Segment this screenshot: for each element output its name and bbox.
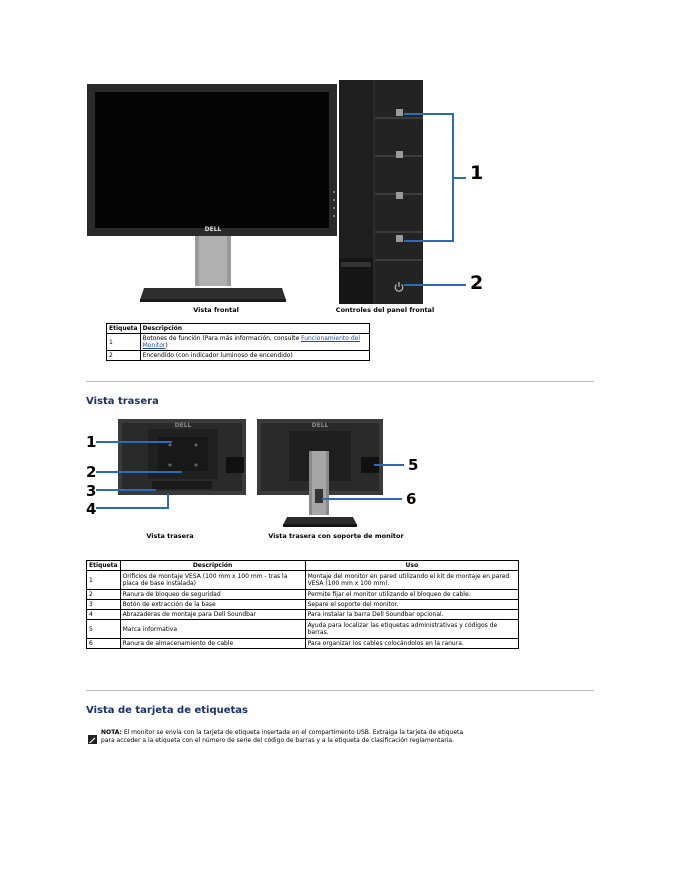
- front-controls-table: [106, 323, 370, 361]
- note-label: NOTA:: [101, 729, 122, 736]
- table-cell: Orificios de montaje VESA (100 mm x 100 mm - tras la placa de base instalada): [120, 571, 305, 590]
- table-row: [107, 334, 370, 351]
- rear-callout-5: 5: [408, 456, 419, 474]
- table-row: [87, 571, 519, 590]
- table-row: [87, 590, 519, 600]
- table-row: [87, 620, 519, 639]
- table-cell: 2: [87, 590, 121, 600]
- rear-callout-lines: [96, 436, 426, 516]
- brand-logo: DELL: [204, 226, 222, 233]
- rear-callout-3: 3: [86, 482, 97, 500]
- table-cell: 2: [107, 351, 141, 361]
- rear-features-table: [86, 560, 519, 649]
- table-header: Etiqueta: [87, 561, 121, 571]
- table-header: Etiqueta: [107, 324, 141, 334]
- table-cell: 1: [107, 334, 141, 351]
- rear-callout-6: 6: [406, 490, 417, 508]
- rear-brand-logo: DELL: [174, 422, 192, 429]
- table-cell: 4: [87, 610, 121, 620]
- section-divider: [86, 690, 594, 691]
- table-cell: Ranura de bloqueo de seguridad: [120, 590, 305, 600]
- table-row: [87, 610, 519, 620]
- table-cell: Ranura de almacenamiento de cable: [120, 639, 305, 649]
- front-view-caption: Vista frontal: [193, 306, 239, 314]
- front-view-image: [86, 82, 338, 304]
- rear-stand-brand-logo: DELL: [311, 422, 329, 429]
- note-text: [101, 729, 471, 745]
- table-cell: Ayuda para localizar las etiquetas administrativas y códigos de barras.: [305, 620, 518, 639]
- front-panel-caption: Controles del panel frontal: [335, 306, 435, 314]
- section-heading-label-card: Vista de tarjeta de etiquetas: [86, 705, 249, 716]
- rear-view-stand-caption: Vista trasera con soporte de monitor: [268, 532, 404, 540]
- table-header: Descripción: [140, 324, 369, 334]
- table-cell: 6: [87, 639, 121, 649]
- table-row: [87, 639, 519, 649]
- table-cell: 1: [87, 571, 121, 590]
- function-button-3[interactable]: [396, 192, 403, 199]
- table-header: Descripción: [120, 561, 305, 571]
- table-cell: 5: [87, 620, 121, 639]
- table-cell: Para organizar los cables colocándolos en la ranura.: [305, 639, 518, 649]
- callout-bracket: [404, 108, 474, 298]
- row-description-end: ): [165, 342, 168, 349]
- table-cell: Botón de extracción de la base: [120, 600, 305, 610]
- row-description: Botones de función (Para más información, consulte: [142, 335, 302, 342]
- table-cell: Abrazaderas de montaje para Dell Soundbar: [120, 610, 305, 620]
- table-cell: Montaje del monitor en pared utilizando el kit de montaje en pared VESA (100 mm x 100 mm).: [305, 571, 518, 590]
- function-button-1[interactable]: [396, 109, 403, 116]
- note-body: El monitor se envía con la tarjeta de etiqueta insertada en el compartimento USB. Extraiga la tarjeta de etiqueta para acceder a la etiqueta con el número de serie del código de barras y a la etiqueta de clasificación reglamentaria.: [101, 729, 464, 744]
- table-cell: Marca informativa: [120, 620, 305, 639]
- callout-1: 1: [470, 162, 484, 184]
- section-divider: [86, 381, 594, 382]
- function-button-4[interactable]: [396, 235, 403, 242]
- note-icon: [88, 729, 97, 738]
- rear-callout-4: 4: [86, 500, 97, 518]
- rear-callout-1: 1: [86, 433, 97, 451]
- table-cell: Encendido (con indicador luminoso de encendido): [140, 351, 369, 361]
- table-cell: Para instalar la barra Dell Soundbar opcional.: [305, 610, 518, 620]
- table-row: [107, 351, 370, 361]
- table-header: Uso: [305, 561, 518, 571]
- function-button-2[interactable]: [396, 151, 403, 158]
- table-cell: Permite fijar el monitor utilizando el bloqueo de cable.: [305, 590, 518, 600]
- table-row: [87, 600, 519, 610]
- table-cell: Separe el soporte del monitor.: [305, 600, 518, 610]
- rear-view-caption: Vista trasera: [146, 532, 194, 540]
- table-cell: [140, 334, 369, 351]
- callout-2: 2: [470, 272, 484, 294]
- functions-link[interactable]: Funcionamiento del Monitor: [142, 335, 361, 349]
- section-heading-rear: Vista trasera: [86, 396, 159, 407]
- table-cell: 3: [87, 600, 121, 610]
- rear-callout-2: 2: [86, 463, 97, 481]
